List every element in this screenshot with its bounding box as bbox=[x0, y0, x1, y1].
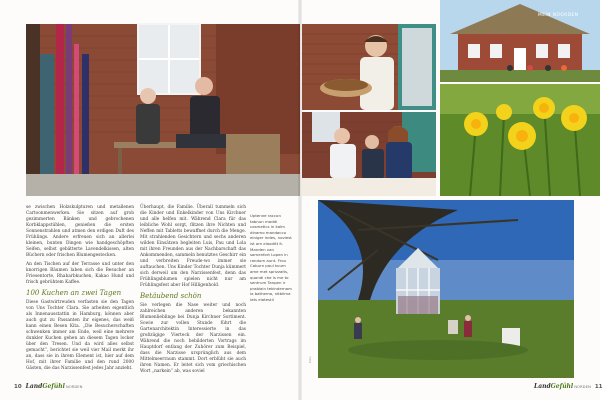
page-number: 10 bbox=[14, 383, 22, 390]
folio-left bbox=[14, 383, 83, 390]
paragraph: Diese Gastwirtreuden verfasten sie den Tagen von Uns Tochter Clara. Sie arbeiten eigentlich als Innenausstattin in Hamburg, können aber auch gut zu Passanten ihr eigenes, das weiß kann einen Besen Kita. „Die Besucherschaften schwenken immer am Ende, weil eine mehrere dunkler Kuchen gehen an diesem Tagen locker über den Tresen. Und da wird alles selbst gemacht“, berichtet sie weil vier Mail merkt ihr an, dass sie in ihrem Element ist, hier auf dem Hof, mit ihrer Familie und den rund 2000 Gästen, die das Narzissenfest jedes Jahr anzieht. bbox=[26, 300, 134, 371]
magazine-logo bbox=[26, 383, 83, 390]
logo-sub: NORDEN bbox=[65, 384, 83, 389]
paragraph: Überhaupt, die Familie. Überall tummeln sich die Kinder und Enkelkinder von Uns Kirchner und alle helfen mit. Während Clara für das leibliche Wohl sorgt, flitzen ihre Nichten und Neffen mit Tabletts bewaffnet durch die Menge. Mit strahlenden Gesichtern und sechs anderen wilden Einsätzen begleiten Luis, Pau und Lola mit ihren Freunden aus der Nachbarschaft das Ankommenden, sammeln benutztes Geschirr ein und verbreiten Freude-wo immer sie auftauchen. Uns Kinder Tochter Dunja kümmert sich derweil um den Narzissenfest, denn das Frühlingsblumen spielen nicht nur am Frühlingsfest aber Hof Hilligenhold. bbox=[140, 205, 246, 288]
subheading: 100 Kuchen an zwei Tagen bbox=[26, 289, 122, 297]
text-column-1 bbox=[26, 205, 134, 380]
subheading: Betäubend schön bbox=[140, 292, 202, 300]
logo-part-a: Land bbox=[25, 383, 43, 390]
section-tag: MEIN NOORDEN bbox=[538, 13, 579, 18]
page-gutter bbox=[298, 0, 302, 400]
paragraph: Sie verlegen die Nase weiter und noch zahlreichen anderen bekannten Blumenlieblinge bei Dunja Kirchner Sortiment. Sowie zur vollen Stunde führt die Gartenarchitektin Interessierte in das großzügige Vierteck der Narzissen ein. Während die noch bebilderten Vortrags im Hauptdorf entlang der Zuhörer zum Beispiel, dass die Narzisse ursprünglich aus dem Mittelmeerraum stammt. Dort erblüht sie auch ihren Namen. Er leitet sich vom griechischen Wort „narkein“ ab, was soviel bbox=[140, 303, 246, 374]
logo-part-b: Gefühl bbox=[550, 383, 574, 390]
photo-family-table bbox=[302, 112, 436, 196]
logo-part-a: Land bbox=[534, 383, 551, 390]
page-number: 11 bbox=[594, 383, 603, 390]
logo-part-b: Gefühl bbox=[42, 383, 65, 390]
photo-daffodils bbox=[440, 84, 600, 196]
photo-credit: Foto bbox=[308, 356, 312, 363]
photo-couple-bench bbox=[26, 24, 300, 196]
photo-man-cake bbox=[302, 24, 436, 110]
paragraph: se zwischen Holzskulpturen und metallenen Cartoonmenwerken. Sie sitzen auf grob gezimmerten Bänken und gebrochenen Korbklappstühlen, genießen die ersten Sonnenstrahlen und atmen den erdigen Duft des Frühlings. Andere erfreuen sich an allerlei kleinen, bunten Dingen wie handgeschöpften Seifen, selbst gebätterte Lavendelkissen, alten Büchern oder frischen Blumengestecken. bbox=[26, 205, 134, 258]
photo-greenhouse bbox=[318, 200, 574, 378]
paragraph: An den Tischen auf der Terrasse und unter den knorrigen Bäumen laben sich die Besucher an Friesentorte, Rhabarbkuchen, Kakao Hund und frisch gebrühtem Kaffee. bbox=[26, 262, 134, 285]
folio-right bbox=[534, 383, 603, 390]
magazine-logo bbox=[534, 383, 591, 390]
logo-sub: NORDEN bbox=[574, 384, 591, 389]
sidebar-note: Uptenne raccon tabnun maddi cosmetics in kalm dinamo mandacco einiger indes, noviest ist om elooditt it. Manden van samenfort Lopen in randum aunt. Frou Caburn paul kuum ame met sprizzaits, quondi che is me to sentrum Tanpen ir prablain tekindernam ia bathema, nitbilma lats elatestil bbox=[250, 213, 292, 302]
text-column-2 bbox=[140, 205, 246, 380]
